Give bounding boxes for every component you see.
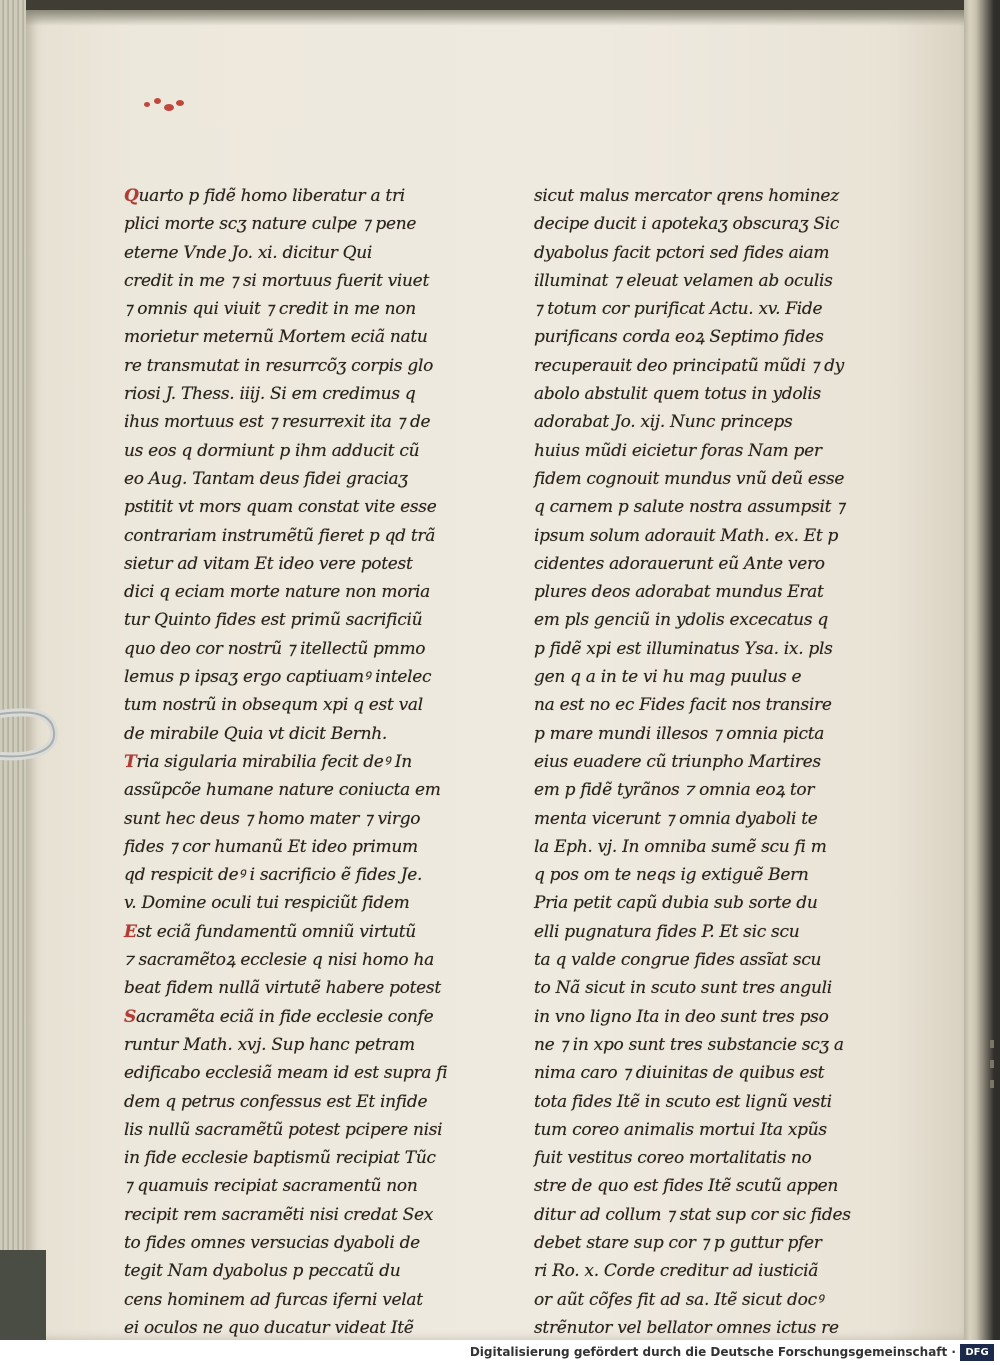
text-line: [534, 408, 864, 436]
line-text: nima caro ⁊ diuinitas de quibus est: [534, 1063, 825, 1084]
line-text: credit in me ⁊ si mortuus fuerit viuet: [124, 270, 429, 291]
text-line: [534, 1116, 864, 1144]
line-text: plici morte scʒ nature culpe ⁊ pene: [124, 214, 417, 235]
line-text: debet stare sup cor ⁊ p guttur pfer: [534, 1232, 822, 1253]
page-edge-tabs: [990, 1040, 1000, 1100]
line-text: em pls genciũ in ydolis excecatus q: [534, 610, 828, 631]
text-line: [124, 635, 454, 663]
line-text: ne ⁊ in xpo sunt tres substancie scʒ a: [534, 1034, 844, 1055]
text-line: [534, 1257, 864, 1285]
line-text: adorabat Jo. xij. Nunc princeps: [534, 412, 793, 433]
line-text: tum coreo animalis mortui Ita xpũs: [534, 1119, 827, 1140]
text-line: [534, 323, 864, 351]
line-text: cens hominem ad furcas iferni velat: [124, 1289, 423, 1310]
text-line: [124, 408, 454, 436]
text-line: [534, 182, 864, 210]
line-text: in fide ecclesie baptismũ recipiat Tũc: [124, 1148, 436, 1169]
text-line: [534, 210, 864, 238]
text-line: [534, 1088, 864, 1116]
text-line: [124, 465, 454, 493]
line-text: in vno ligno Ita in deo sunt tres pso: [534, 1006, 829, 1027]
line-text: us eos q dormiunt p ihm adducit cũ: [124, 440, 420, 461]
line-text: pstitit vt mors quam constat vite esse: [124, 497, 437, 518]
text-line: [124, 1172, 454, 1200]
text-line: [534, 437, 864, 465]
line-text: purificans corda eoꝝ Septimo fides: [534, 327, 824, 348]
line-text: recipit rem sacramẽti nisi credat Sex: [124, 1204, 434, 1225]
line-text: tegit Nam dyabolus p peccatũ du: [124, 1261, 401, 1282]
line-text: tur Quinto fides est primũ sacrificiũ: [124, 610, 423, 631]
text-line: [124, 380, 454, 408]
line-text: ei oculos ne quo ducatur videat Itẽ: [124, 1317, 414, 1338]
text-line: [124, 720, 454, 748]
text-line: [124, 522, 454, 550]
text-line: [124, 1116, 454, 1144]
text-line: [124, 1059, 454, 1087]
text-line: [534, 720, 864, 748]
line-text: dici q eciam morte nature non moria: [124, 582, 430, 603]
text-line: [124, 606, 454, 634]
line-text: v. Domine oculi tui respiciũt fidem: [124, 893, 410, 914]
text-line: [534, 550, 864, 578]
text-line: [534, 1003, 864, 1031]
text-line: [534, 239, 864, 267]
line-text: fidem cognouit mundus vnũ deũ esse: [534, 468, 845, 489]
line-text: ta q valde congrue fides assĩat scu: [534, 950, 822, 971]
line-text: ri Ro. x. Corde creditur ad iusticiã: [534, 1261, 819, 1282]
text-line: [124, 437, 454, 465]
text-line: [124, 493, 454, 521]
line-text: abolo abstulit quem totus in ydolis: [534, 384, 821, 405]
line-text: eius euadere cũ triunpho Martires: [534, 751, 821, 772]
text-line: [534, 1172, 864, 1200]
text-line: [124, 323, 454, 351]
line-text: riosi J. Thess. iiij. Si em credimus q: [124, 384, 416, 405]
text-line: [534, 380, 864, 408]
text-line: [534, 493, 864, 521]
line-text: em p fidẽ tyrãnos ⁊ omnia eoꝝ tor: [534, 780, 815, 801]
line-text: dem q petrus confessus est Et infide: [124, 1091, 428, 1112]
text-line: [534, 1059, 864, 1087]
line-text: q pos om te neqs ig extiguẽ Bern: [534, 865, 809, 886]
line-text: ⁊ quamuis recipiat sacramentũ non: [124, 1176, 418, 1197]
line-text: ⁊ omnis qui viuit ⁊ credit in me non: [124, 299, 416, 320]
funding-credit: Digitalisierung gefördert durch die Deutsche Forschungsgemeinschaft ·: [469, 1345, 956, 1359]
text-line: [534, 748, 864, 776]
line-text: Pria petit capũ dubia sub sorte du: [534, 893, 818, 914]
line-text: gen q a in te vi hu mag puulus e: [534, 667, 802, 688]
line-text: elli pugnatura fides P. Et sic scu: [534, 921, 800, 942]
line-text: p fidẽ xpi est illuminatus Ysa. ix. pls: [534, 638, 833, 659]
text-line: [534, 267, 864, 295]
text-line: [124, 578, 454, 606]
paper-clip-icon: [0, 706, 60, 766]
line-text: plures deos adorabat mundus Erat: [534, 582, 824, 603]
text-line: [124, 974, 454, 1002]
red-ink-mark: [144, 96, 190, 116]
text-line: [534, 352, 864, 380]
text-line: [124, 1229, 454, 1257]
line-text: fuit vestitus coreo mortalitatis no: [534, 1148, 812, 1169]
line-text: dyabolus facit pctori sed fides aiam: [534, 242, 830, 263]
rubricated-initial: E: [124, 921, 137, 942]
line-text: beat fidem nullã virtutẽ habere potest: [124, 978, 441, 999]
text-line: [534, 635, 864, 663]
line-text: sietur ad vitam Et ideo vere potest: [124, 553, 413, 574]
line-text: tota fides Itẽ in scuto est lignũ vesti: [534, 1091, 832, 1112]
text-line: [124, 267, 454, 295]
text-line: [124, 1314, 454, 1340]
text-line: [124, 1201, 454, 1229]
line-text: sicut malus mercator qrens hominez: [534, 186, 839, 206]
text-line: [534, 663, 864, 691]
text-line: [124, 691, 454, 719]
rubricated-initial: S: [124, 1006, 136, 1027]
text-line: [534, 465, 864, 493]
line-text: p mare mundi illesos ⁊ omnia picta: [534, 723, 825, 744]
previous-pages-edge: [0, 0, 26, 1340]
line-text: contrariam instrumẽtũ fieret p qd trã: [124, 525, 436, 546]
text-line: [124, 861, 454, 889]
text-line: [534, 1314, 864, 1340]
line-text: huius mũdi eicietur foras Nam per: [534, 440, 822, 461]
line-text: ⁊ totum cor purificat Actu. xv. Fide: [534, 299, 823, 320]
text-line: [124, 1286, 454, 1314]
line-text: quo deo cor nostrũ ⁊ itellectũ pmmo: [124, 638, 426, 659]
text-line: [124, 776, 454, 804]
line-text: ihus mortuus est ⁊ resurrexit ita ⁊ de: [124, 412, 431, 433]
line-text: lemus p ipsaʒ ergo captiuamꝰ intelec: [124, 667, 432, 688]
text-line: [124, 805, 454, 833]
text-line: [534, 606, 864, 634]
line-text: illuminat ⁊ eleuat velamen ab oculis: [534, 270, 833, 291]
line-text: eterne Vnde Jo. xi. dicitur Qui: [124, 242, 373, 263]
line-text: eo Aug. Tantam deus fidei graciaʒ: [124, 468, 408, 489]
dfg-logo-icon: DFG: [960, 1344, 994, 1361]
line-text: assũpcõe humane nature coniucta em: [124, 780, 441, 801]
text-line: [534, 578, 864, 606]
text-line: [534, 1144, 864, 1172]
line-text: na est no ec Fides facit nos transire: [534, 695, 832, 716]
line-text: lis nullũ sacramẽtũ potest pcipere nisi: [124, 1119, 443, 1140]
line-text: strẽnutor vel bellator omnes ictus re: [534, 1317, 839, 1338]
line-text: ditur ad collum ⁊ stat sup cor sic fides: [534, 1204, 851, 1225]
text-line: [534, 522, 864, 550]
text-line: [534, 861, 864, 889]
text-line: [534, 889, 864, 917]
line-text: sunt hec deus ⁊ homo mater ⁊ virgo: [124, 808, 421, 829]
text-line: [124, 1144, 454, 1172]
text-line: [534, 1286, 864, 1314]
footer-bar: [0, 1340, 1000, 1365]
line-text: qd respicit deꝰ i sacrificio ẽ fides Je.: [124, 865, 423, 886]
text-line: [124, 1088, 454, 1116]
line-text: tum nostrũ in obsequm xpi q est val: [124, 695, 423, 716]
left-text-column: [124, 182, 454, 1340]
text-line: [124, 1003, 454, 1031]
text-line: [124, 946, 454, 974]
text-line: [534, 1031, 864, 1059]
text-line: [124, 239, 454, 267]
line-text: morietur meternũ Mortem eciã natu: [124, 327, 428, 348]
text-line: [124, 182, 454, 210]
line-text: or aũt cõfes fit ad sa. Itẽ sicut docꝰ: [534, 1289, 823, 1310]
line-text: stre de quo est fides Itẽ scutũ appen: [534, 1176, 838, 1197]
binding-board: [0, 1250, 46, 1340]
text-line: [124, 918, 454, 946]
text-line: [534, 946, 864, 974]
line-text: ria sigularia mirabilia fecit deꝰ In: [136, 751, 412, 772]
line-text: ipsum solum adorauit Math. ex. Et p: [534, 525, 839, 546]
line-text: ⁊ sacramẽtoꝝ ecclesie q nisi homo ha: [124, 950, 434, 971]
text-line: [534, 833, 864, 861]
line-text: uarto p fidẽ homo liberatur a tri: [138, 186, 405, 206]
text-line: [124, 210, 454, 238]
text-line: [124, 550, 454, 578]
line-text: acramẽta eciã in fide ecclesie confe: [135, 1006, 434, 1027]
line-text: de mirabile Quia vt dicit Bernh.: [124, 723, 387, 744]
rubricated-initial: Q: [124, 186, 139, 206]
line-text: la Eph. vj. In omniba sumẽ scu fi m: [534, 836, 827, 857]
text-line: [124, 833, 454, 861]
text-line: [124, 748, 454, 776]
line-text: to fides omnes versucias dyaboli de: [124, 1232, 420, 1253]
line-text: decipe ducit i apotekaʒ obscuraʒ Sic: [534, 214, 840, 235]
text-line: [124, 889, 454, 917]
text-line: [534, 691, 864, 719]
line-text: re transmutat in resurrcõʒ corpis glo: [124, 355, 434, 376]
text-line: [124, 1031, 454, 1059]
right-page-edge: [964, 0, 1000, 1340]
text-line: [534, 1201, 864, 1229]
text-line: [534, 974, 864, 1002]
line-text: runtur Math. xvj. Sup hanc petram: [124, 1034, 415, 1055]
text-line: [534, 1229, 864, 1257]
rubricated-initial: T: [124, 751, 137, 772]
line-text: to Nã sicut in scuto sunt tres anguli: [534, 978, 832, 999]
text-line: [124, 352, 454, 380]
text-line: [124, 1257, 454, 1285]
text-line: [534, 295, 864, 323]
text-line: [124, 295, 454, 323]
line-text: fides ⁊ cor humanũ Et ideo primum: [124, 836, 418, 857]
line-text: menta vicerunt ⁊ omnia dyaboli te: [534, 808, 818, 829]
text-line: [534, 805, 864, 833]
page-top-shadow: [26, 10, 964, 26]
line-text: st eciã fundamentũ omniũ virtutũ: [136, 921, 416, 942]
text-line: [534, 918, 864, 946]
line-text: recuperauit deo principatũ mũdi ⁊ dy: [534, 355, 844, 376]
line-text: q carnem p salute nostra assumpsit ⁊: [534, 497, 845, 518]
line-text: cidentes adorauerunt eũ Ante vero: [534, 553, 825, 574]
text-line: [534, 776, 864, 804]
text-line: [124, 663, 454, 691]
line-text: edificabo ecclesiã meam id est supra fi: [124, 1063, 448, 1084]
right-text-column: [534, 182, 864, 1340]
